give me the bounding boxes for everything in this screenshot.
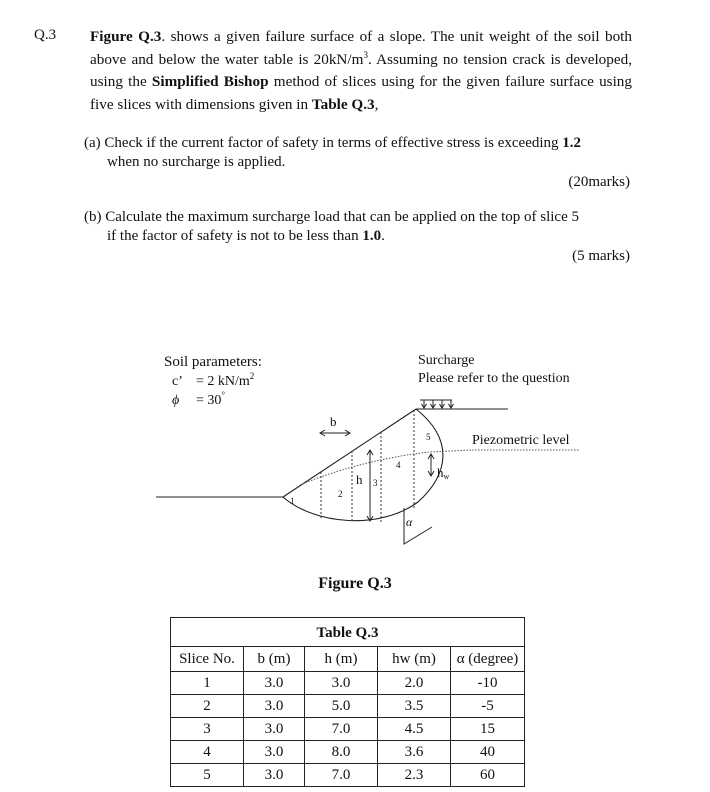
table-header-alpha: α (degree): [451, 647, 525, 672]
surcharge-arrows: [420, 400, 454, 408]
table-cell: 2: [171, 695, 244, 718]
data-table: [170, 617, 525, 787]
piezometric-label: Piezometric level: [472, 433, 570, 448]
table-caption: Table Q.3: [171, 618, 525, 647]
table-cell: 4.5: [378, 718, 451, 741]
table-cell: 3.0: [244, 672, 305, 695]
table-cell: 15: [451, 718, 525, 741]
table-cell: 3.6: [378, 741, 451, 764]
cohesion-label: c’: [172, 374, 183, 389]
table-row: [171, 764, 525, 787]
question-number: Q.3: [34, 27, 57, 43]
failure-surface-arc: [283, 409, 443, 521]
phi-label: ϕ: [172, 393, 180, 408]
table-cell: 60: [451, 764, 525, 787]
table-header-hw: hw (m): [378, 647, 451, 672]
table-header-slice: Slice No.: [171, 647, 244, 672]
table-row: [171, 741, 525, 764]
part-a-text-2: when no surcharge is applied.: [107, 154, 286, 170]
table-header-b: b (m): [244, 647, 305, 672]
surcharge-title: Surcharge: [418, 353, 475, 368]
surcharge-note: Please refer to the question: [418, 371, 570, 386]
phi-value: = 30°: [196, 390, 226, 408]
table-cell: 4: [171, 741, 244, 764]
table-row: [171, 672, 525, 695]
part-b-text: Calculate the maximum surcharge load that can be applied on the top of slice 5: [105, 209, 579, 225]
slope-figure: [0, 330, 710, 570]
slice-number: 2: [338, 489, 343, 499]
table-cell: 7.0: [305, 764, 378, 787]
question-intro: [90, 26, 632, 116]
part-a-label: (a): [84, 135, 101, 151]
table-cell: 5.0: [305, 695, 378, 718]
table-cell: 5: [171, 764, 244, 787]
b-arrow: [320, 430, 350, 436]
method-name: Simplified Bishop: [151, 73, 269, 91]
intro-text-1: . shows a given failure surface of a slope. The unit weight of the soil both above and below the water table is 20kN/m: [90, 28, 632, 68]
part-a: [84, 134, 632, 172]
figure-caption: Figure Q.3: [318, 575, 392, 592]
table-cell: 40: [451, 741, 525, 764]
hw-arrow: [428, 454, 434, 476]
alpha-label: α: [406, 515, 413, 529]
table-cell: 3.0: [244, 764, 305, 787]
slice-number: 4: [396, 460, 401, 470]
table-cell: 3.0: [305, 672, 378, 695]
part-b: [84, 208, 632, 246]
table-cell: 3: [171, 718, 244, 741]
part-b-marks: (5 marks): [572, 248, 630, 264]
table-cell: 3.0: [244, 718, 305, 741]
table-row: [171, 695, 525, 718]
intro-text-4: ,: [374, 95, 379, 113]
table-cell: 2.0: [378, 672, 451, 695]
table-cell: -10: [451, 672, 525, 695]
part-b-label: (b): [84, 209, 102, 225]
part-b-value: 1.0: [362, 228, 382, 244]
h-label: h: [356, 472, 363, 487]
table-cell: 8.0: [305, 741, 378, 764]
table-header-h: h (m): [305, 647, 378, 672]
slice-number: 5: [426, 432, 431, 442]
table-cell: -5: [451, 695, 525, 718]
figure-reference: Figure Q.3: [90, 28, 162, 45]
cohesion-value: = 2 $kN/m^2$: [196, 371, 255, 389]
table-row: [171, 718, 525, 741]
table-cell: 3.5: [378, 695, 451, 718]
table-cell: 2.3: [378, 764, 451, 787]
table-cell: 3.0: [244, 741, 305, 764]
table-cell: 7.0: [305, 718, 378, 741]
slice-number: 1: [290, 496, 295, 506]
slice-number: 3: [373, 478, 378, 488]
intro-text-3: method of slices using for the given failure surface using five slices with dimensions given in: [90, 73, 632, 113]
table-cell: 3.0: [244, 695, 305, 718]
b-label: b: [330, 414, 337, 429]
part-b-text-2: if the factor of safety is not to be less than: [107, 228, 363, 244]
table-cell: 1: [171, 672, 244, 695]
part-a-marks: (20marks): [568, 174, 630, 190]
part-b-period: .: [381, 228, 385, 244]
unit-exponent: 3: [363, 49, 368, 60]
part-a-text: Check if the current factor of safety in terms of effective stress is exceeding: [104, 135, 563, 151]
table-reference: Table Q.3: [311, 95, 375, 113]
hw-label: hw: [437, 465, 450, 481]
soil-parameters-title: Soil parameters:: [164, 354, 262, 370]
intro-text-2: . Assuming no tension crack is developed, using the: [90, 50, 632, 91]
part-a-value: 1.2: [562, 135, 582, 151]
